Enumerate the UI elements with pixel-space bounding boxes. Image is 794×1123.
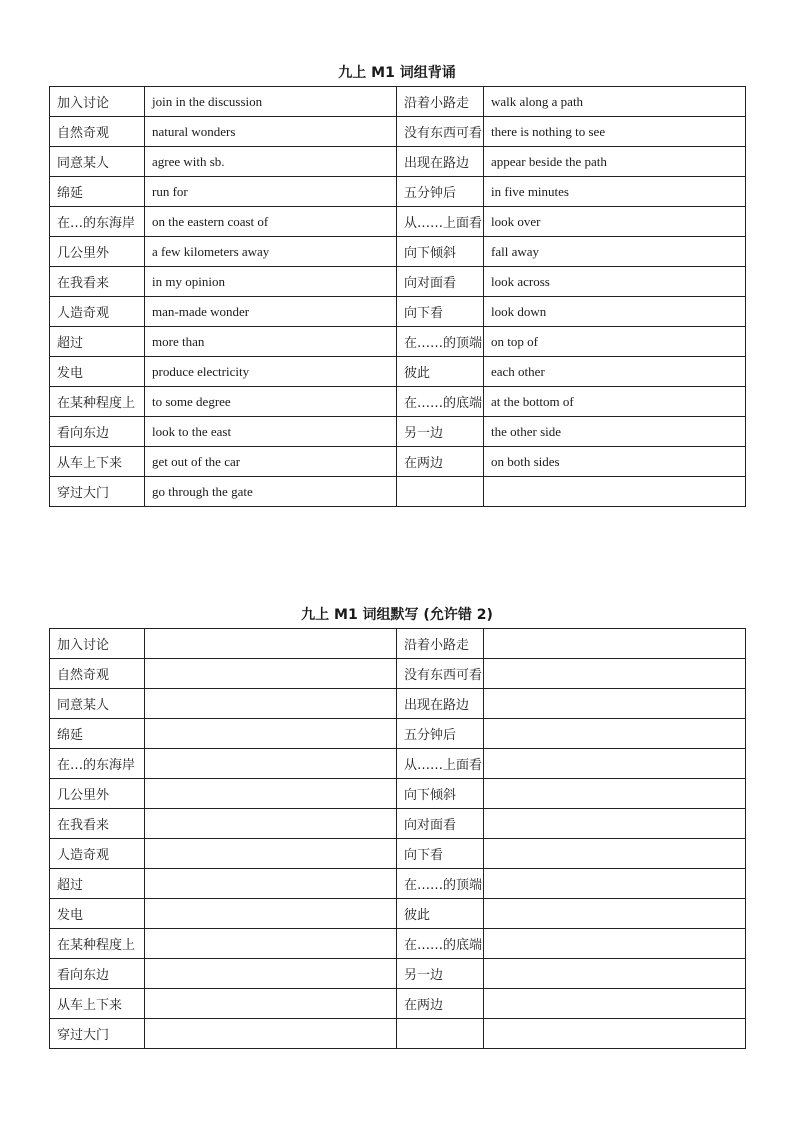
chinese-phrase-cell: 超过 — [50, 327, 145, 357]
chinese-phrase-cell: 没有东西可看 — [397, 659, 484, 689]
english-phrase-cell — [484, 477, 746, 507]
recite-title: 九上 M1 词组背诵 — [338, 65, 456, 81]
chinese-phrase-cell: 向对面看 — [397, 809, 484, 839]
english-phrase-cell: on both sides — [484, 447, 746, 477]
english-phrase-cell: look over — [484, 207, 746, 237]
table-row — [50, 749, 746, 779]
answer-blank-cell[interactable] — [484, 869, 746, 899]
english-phrase-cell: in five minutes — [484, 177, 746, 207]
english-phrase-cell: more than — [145, 327, 397, 357]
table-row — [50, 417, 746, 447]
chinese-phrase-cell: 另一边 — [397, 417, 484, 447]
answer-blank-cell[interactable] — [484, 779, 746, 809]
english-phrase-cell: run for — [145, 177, 397, 207]
chinese-phrase-cell: 发电 — [50, 357, 145, 387]
answer-blank-cell[interactable] — [484, 989, 746, 1019]
answer-blank-cell[interactable] — [145, 989, 397, 1019]
answer-blank-cell[interactable] — [145, 659, 397, 689]
chinese-phrase-cell: 五分钟后 — [397, 177, 484, 207]
chinese-phrase-cell: 几公里外 — [50, 237, 145, 267]
english-phrase-cell: look to the east — [145, 417, 397, 447]
english-phrase-cell: get out of the car — [145, 447, 397, 477]
chinese-phrase-cell: 超过 — [50, 869, 145, 899]
chinese-phrase-cell — [397, 1019, 484, 1049]
chinese-phrase-cell: 绵延 — [50, 177, 145, 207]
chinese-phrase-cell: 向对面看 — [397, 267, 484, 297]
table-row — [50, 477, 746, 507]
chinese-phrase-cell: 加入讨论 — [50, 629, 145, 659]
english-phrase-cell: natural wonders — [145, 117, 397, 147]
chinese-phrase-cell: 几公里外 — [50, 779, 145, 809]
chinese-phrase-cell: 出现在路边 — [397, 147, 484, 177]
english-phrase-cell: look down — [484, 297, 746, 327]
answer-blank-cell[interactable] — [145, 1019, 397, 1049]
dictation-table — [49, 628, 746, 1049]
english-phrase-cell: there is nothing to see — [484, 117, 746, 147]
english-phrase-cell: each other — [484, 357, 746, 387]
table-row — [50, 779, 746, 809]
chinese-phrase-cell: 向下看 — [397, 297, 484, 327]
answer-blank-cell[interactable] — [145, 719, 397, 749]
chinese-phrase-cell: 发电 — [50, 899, 145, 929]
table-row — [50, 629, 746, 659]
chinese-phrase-cell: 在我看来 — [50, 809, 145, 839]
chinese-phrase-cell: 绵延 — [50, 719, 145, 749]
answer-blank-cell[interactable] — [484, 719, 746, 749]
chinese-phrase-cell: 看向东边 — [50, 959, 145, 989]
english-phrase-cell: look across — [484, 267, 746, 297]
english-phrase-cell: the other side — [484, 417, 746, 447]
chinese-phrase-cell: 从车上下来 — [50, 447, 145, 477]
chinese-phrase-cell: 在某种程度上 — [50, 929, 145, 959]
recite-table — [49, 86, 746, 507]
chinese-phrase-cell: 同意某人 — [50, 689, 145, 719]
table-row — [50, 237, 746, 267]
english-phrase-cell: to some degree — [145, 387, 397, 417]
english-phrase-cell: man-made wonder — [145, 297, 397, 327]
table-row — [50, 809, 746, 839]
chinese-phrase-cell: 彼此 — [397, 899, 484, 929]
table-row — [50, 929, 746, 959]
table-row — [50, 719, 746, 749]
table-row — [50, 357, 746, 387]
chinese-phrase-cell: 沿着小路走 — [397, 629, 484, 659]
chinese-phrase-cell: 彼此 — [397, 357, 484, 387]
chinese-phrase-cell: 向下倾斜 — [397, 237, 484, 267]
chinese-phrase-cell — [397, 477, 484, 507]
chinese-phrase-cell: 人造奇观 — [50, 297, 145, 327]
chinese-phrase-cell: 向下倾斜 — [397, 779, 484, 809]
chinese-phrase-cell: 穿过大门 — [50, 1019, 145, 1049]
chinese-phrase-cell: 向下看 — [397, 839, 484, 869]
answer-blank-cell[interactable] — [145, 809, 397, 839]
answer-blank-cell[interactable] — [145, 749, 397, 779]
answer-blank-cell[interactable] — [145, 929, 397, 959]
english-phrase-cell: go through the gate — [145, 477, 397, 507]
chinese-phrase-cell: 从车上下来 — [50, 989, 145, 1019]
chinese-phrase-cell: 从……上面看 — [397, 207, 484, 237]
table-row — [50, 689, 746, 719]
chinese-phrase-cell: 从……上面看 — [397, 749, 484, 779]
answer-blank-cell[interactable] — [145, 899, 397, 929]
answer-blank-cell[interactable] — [484, 929, 746, 959]
chinese-phrase-cell: 在某种程度上 — [50, 387, 145, 417]
chinese-phrase-cell: 同意某人 — [50, 147, 145, 177]
answer-blank-cell[interactable] — [484, 659, 746, 689]
chinese-phrase-cell: 沿着小路走 — [397, 87, 484, 117]
table-row — [50, 1019, 746, 1049]
chinese-phrase-cell: 在两边 — [397, 989, 484, 1019]
table-row — [50, 177, 746, 207]
table-row — [50, 959, 746, 989]
answer-blank-cell[interactable] — [484, 899, 746, 929]
table-row — [50, 869, 746, 899]
chinese-phrase-cell: 在……的底端 — [397, 387, 484, 417]
answer-blank-cell[interactable] — [484, 809, 746, 839]
table-row — [50, 147, 746, 177]
answer-blank-cell[interactable] — [145, 869, 397, 899]
chinese-phrase-cell: 在……的顶端 — [397, 869, 484, 899]
chinese-phrase-cell: 在…的东海岸 — [50, 207, 145, 237]
english-phrase-cell: a few kilometers away — [145, 237, 397, 267]
chinese-phrase-cell: 另一边 — [397, 959, 484, 989]
chinese-phrase-cell: 穿过大门 — [50, 477, 145, 507]
chinese-phrase-cell: 在我看来 — [50, 267, 145, 297]
english-phrase-cell: on top of — [484, 327, 746, 357]
chinese-phrase-cell: 自然奇观 — [50, 117, 145, 147]
answer-blank-cell[interactable] — [484, 839, 746, 869]
english-phrase-cell: walk along a path — [484, 87, 746, 117]
table-row — [50, 387, 746, 417]
table-row — [50, 87, 746, 117]
table-row — [50, 207, 746, 237]
table-row — [50, 899, 746, 929]
table-row — [50, 267, 746, 297]
english-phrase-cell: fall away — [484, 237, 746, 267]
chinese-phrase-cell: 自然奇观 — [50, 659, 145, 689]
table-row — [50, 117, 746, 147]
table-row — [50, 297, 746, 327]
chinese-phrase-cell: 五分钟后 — [397, 719, 484, 749]
answer-blank-cell[interactable] — [484, 1019, 746, 1049]
chinese-phrase-cell: 出现在路边 — [397, 689, 484, 719]
chinese-phrase-cell: 在…的东海岸 — [50, 749, 145, 779]
answer-blank-cell[interactable] — [484, 959, 746, 989]
english-phrase-cell: produce electricity — [145, 357, 397, 387]
dictation-title: 九上 M1 词组默写 (允许错 2) — [301, 607, 493, 623]
table-row — [50, 839, 746, 869]
english-phrase-cell: join in the discussion — [145, 87, 397, 117]
answer-blank-cell[interactable] — [484, 629, 746, 659]
chinese-phrase-cell: 加入讨论 — [50, 87, 145, 117]
chinese-phrase-cell: 在……的顶端 — [397, 327, 484, 357]
answer-blank-cell[interactable] — [145, 839, 397, 869]
answer-blank-cell[interactable] — [484, 749, 746, 779]
answer-blank-cell[interactable] — [145, 779, 397, 809]
table-row — [50, 447, 746, 477]
english-phrase-cell: agree with sb. — [145, 147, 397, 177]
table-row — [50, 659, 746, 689]
answer-blank-cell[interactable] — [145, 689, 397, 719]
english-phrase-cell: appear beside the path — [484, 147, 746, 177]
chinese-phrase-cell: 人造奇观 — [50, 839, 145, 869]
english-phrase-cell: at the bottom of — [484, 387, 746, 417]
english-phrase-cell: on the eastern coast of — [145, 207, 397, 237]
english-phrase-cell: in my opinion — [145, 267, 397, 297]
chinese-phrase-cell: 在……的底端 — [397, 929, 484, 959]
chinese-phrase-cell: 在两边 — [397, 447, 484, 477]
answer-blank-cell[interactable] — [145, 959, 397, 989]
table-row — [50, 989, 746, 1019]
answer-blank-cell[interactable] — [145, 629, 397, 659]
answer-blank-cell[interactable] — [484, 689, 746, 719]
chinese-phrase-cell: 没有东西可看 — [397, 117, 484, 147]
table-row — [50, 327, 746, 357]
chinese-phrase-cell: 看向东边 — [50, 417, 145, 447]
